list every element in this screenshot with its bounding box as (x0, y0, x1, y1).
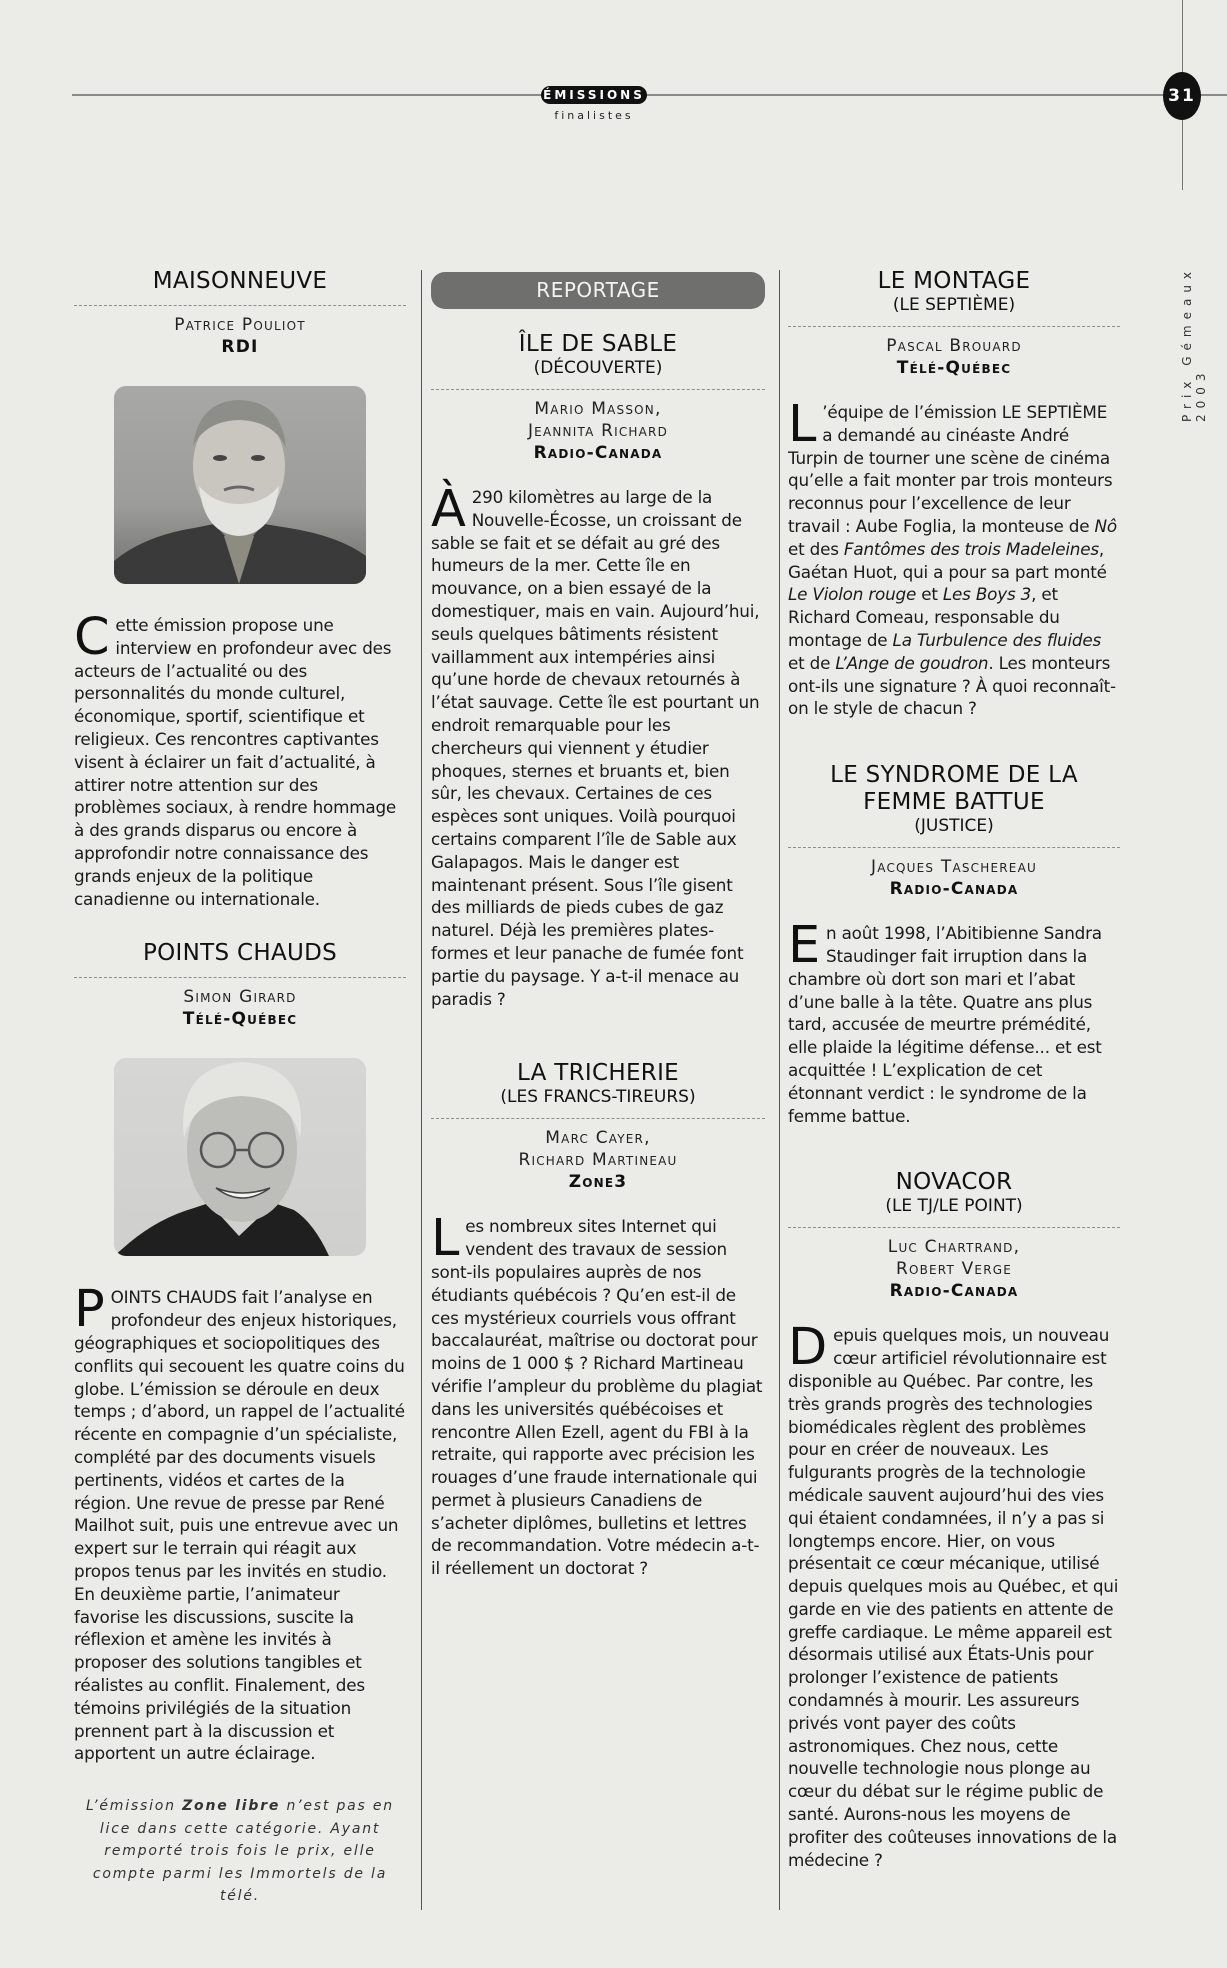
work-title: Les Boys 3 (942, 584, 1032, 605)
dashed-divider (431, 1118, 765, 1119)
work-title: L’Ange de goudron (835, 652, 989, 673)
article-body (788, 1318, 1120, 1871)
article-credit: Pascal Brouard (886, 336, 1022, 356)
portrait-man-glasses-icon (114, 1058, 366, 1256)
portrait-bearded-man-icon (114, 386, 366, 584)
article-body (788, 395, 1120, 720)
article-subtitle: (LES FRANCS-TIREURS) (500, 1087, 696, 1108)
column-3 (788, 268, 1120, 1901)
article-network: Télé-Québec (896, 358, 1012, 378)
column-divider (779, 270, 780, 1910)
article-body (74, 608, 406, 910)
article-title: LA TRICHERIE (517, 1060, 679, 1087)
drop-cap: E (788, 916, 821, 976)
article-title: LE MONTAGE (877, 268, 1031, 294)
article-credit: Luc Chartrand, (887, 1237, 1021, 1258)
article-credit: Robert Verge (895, 1259, 1013, 1280)
note-show-name: Zone libre (182, 1798, 281, 1815)
article-credit: Marc Cayer, (545, 1128, 651, 1149)
article-body (431, 1209, 765, 1580)
article-text: epuis quelques mois, un nouveau cœur artificiel révolutionnaire est disponible au Québec. Par contre, les très grands progrès des technologies biomédicales règlent des problèmes pour en créer de nouveaux. Les fulgurants progrès de la technologie médicale sauvent aujourd’hui des vies qui étaient condamnées, il n’y a pas si longtemps encore. Hier, on vous présentait ce cœur mécanique, utilisé depuis quelques mois au Québec, et qui garde en vie des patients en attente de greffe cardiaque. Le même appareil est désormais utilisé aux États-Unis pour prolonger l’existence de patients condamnés à mourir. Les assureurs privés vont payer des coûts astronomiques. Chez nous, cette nouvelle technologie nous plonge au cœur du débat sur le régime public de santé. Aurons-nous les moyens de profiter des coûteuses innovations de la médecine ? (788, 1325, 1119, 1870)
article-text: ette émission propose une interview en profondeur avec des acteurs de l’actualité ou des personnalités du monde culturel, économique, sportif, scientifique et religieux. Ces rencontres captivantes visent à éclairer un fait d’actualité, à attirer notre attention sur des problèmes sociaux, à rendre hommage à des grands disparus ou encore à approfondir notre connaissance des grands enjeux de la politique canadienne ou internationale. (74, 615, 397, 909)
article-subtitle: (JUSTICE) (914, 816, 994, 837)
article-network: Zone3 (568, 1172, 628, 1193)
editorial-note (74, 1795, 406, 1908)
article-credit: Patrice Pouliot (174, 315, 306, 335)
article-credit: Jeannita Richard (527, 421, 669, 441)
article-title: LE SYNDROME DE LA FEMME BATTUE (830, 762, 1078, 816)
article-text-segment: et de (788, 652, 836, 673)
side-label: Prix Gémeaux 2003 (1180, 265, 1208, 422)
article-network: Radio-Canada (889, 1281, 1019, 1302)
article-text-segment: , et Richard Comeau, responsable du montage de (788, 584, 1060, 650)
section-label: ÉMISSIONS (541, 86, 647, 104)
article-text: 290 kilomètres au large de la Nouvelle-Écosse, un croissant de sable se fait et se défait au gré des humeurs de la mer. Cette île en mouvance, on a bien essayé de la domestiquer, mais en vain. Aujourd’hui, seuls quelques bâtiments résistent vaillamment aux intempéries ainsi qu’une horde de chevaux retournés à l’état sauvage. Cette île est pourtant un endroit remarquable pour les chercheurs qui viennent y étudier phoques, sternes et bruants et, bien sûr, les chevaux. Certaines de ces espèces sont uniques. Voilà pourquoi certains comparent l’île de Sable aux Galapagos. Mais le danger est maintenant présent. Sous l’île gisent des milliards de pieds cubes de gaz naturel. Déjà les premières plates-formes et leur panache de fumée font partie du paysage. Y a-t-il menace au paradis ? (431, 487, 760, 1009)
article-text-segment: . Les monteurs ont-ils une signature ? À quoi reconnaît-on le style de chacun ? (788, 652, 1116, 719)
drop-cap: D (788, 1318, 828, 1378)
article-text-segment: ’équipe de l’émission LE SEPTIÈME a demandé au cinéaste André Turpin de tourner une scène de cinéma qu’elle a fait monter par trois monteurs reconnus pour l’excellence de leur travail : Aube Foglia, la monteuse de (788, 402, 1113, 536)
article-subtitle: (LE SEPTIÈME) (892, 295, 1016, 315)
column-2 (431, 268, 765, 1610)
article-body (74, 1280, 406, 1765)
article-title: NOVACOR (895, 1169, 1013, 1196)
article-text: OINTS CHAUDS fait l’analyse en profondeur des enjeux historiques, géographiques et sociopolitiques des conflits qui secouent les quatre coins du globe. L’émission se déroule en deux temps ; d’abord, un rappel de l’actualité récente en compagnie d’un spécialiste, complété par des documents visuels pertinents, vidéos et cartes de la région. Une revue de presse par René Mailhot suit, puis une entrevue avec un expert sur le terrain qui réagit aux propos tenus par les invités en studio. En deuxième partie, l’animateur favorise les discussions, suscite la réflexion et amène les invités à proposer des solutions tangibles et réalistes au conflit. Finalement, des témoins privilégiés de la situation prennent part à la discussion et apportent un autre éclairage. (74, 1287, 405, 1764)
article-text (788, 395, 1117, 719)
portrait-photo (114, 386, 366, 584)
category-label: REPORTAGE (431, 272, 765, 309)
article-network: Télé-Québec (182, 1009, 298, 1030)
article-le-montage (788, 268, 1120, 720)
article-la-tricherie (431, 1060, 765, 1580)
note-text: n’est pas en lice dans cette catégorie. Ayant remporté trois fois le prix, elle compte parmi les Immortels de la télé. (92, 1798, 394, 1905)
section-sublabel: finalistes (554, 109, 634, 122)
article-title: ÎLE DE SABLE (518, 331, 678, 357)
work-title: Nô (1094, 515, 1117, 536)
article-points-chauds (74, 940, 406, 1765)
dashed-divider (788, 847, 1120, 848)
dashed-divider (74, 305, 406, 306)
note-text: L’émission (86, 1798, 183, 1815)
dashed-divider (788, 326, 1120, 327)
article-credit: Richard Martineau (518, 1150, 678, 1171)
page-number: 31 (1163, 72, 1201, 120)
article-network: RDI (221, 337, 259, 357)
article-text: es nombreux sites Internet qui vendent des travaux de session sont-ils populaires auprès de nos étudiants québécois ? Qu’en est-il de ces mystérieux courriels vous offrant baccalauréat, maîtrise ou doctorat pour moins de 1 000 $ ? Richard Martineau vérifie l’ampleur du problème du plagiat dans les universités québécoises et rencontre Allen Ezell, agent du FBI à la retraite, qui rapporte avec précision les rouages d’une fraude internationale qui permet à plusieurs Canadiens de s’acheter diplômes, bulletins et lettres de recommandation. Votre médecin a-t-il réellement un doctorat ? (431, 1216, 763, 1579)
drop-cap: L (788, 395, 817, 454)
dashed-divider (788, 1227, 1120, 1228)
work-title: La Turbulence des fluides (892, 629, 1102, 650)
header-rule-right (1200, 94, 1227, 96)
work-title: Le Violon rouge (788, 584, 917, 605)
article-text-segment: et (916, 584, 943, 605)
article-maisonneuve (74, 268, 406, 910)
article-syndrome-femme-battue (788, 762, 1120, 1127)
article-text: n août 1998, l’Abitibienne Sandra Staudinger fait irruption dans la chambre où dort son mari et l’abat d’une balle à la tête. Quatre ans plus tard, accusée de meurtre prémédité, elle plaide la légitime défense... et est acquittée ! L’explication de cet étonnant verdict : le syndrome de la femme battue. (788, 923, 1102, 1126)
article-ile-de-sable (431, 331, 765, 1010)
article-text-segment: , Gaétan Huot, qui a pour sa part monté (788, 538, 1107, 582)
article-credit: Simon Girard (183, 987, 297, 1008)
drop-cap: C (74, 608, 110, 667)
article-subtitle: (DÉCOUVERTE) (533, 358, 663, 378)
drop-cap: P (74, 1280, 105, 1340)
drop-cap: L (431, 1209, 460, 1269)
portrait-photo (114, 1058, 366, 1256)
article-subtitle: (LE TJ/LE POINT) (885, 1196, 1023, 1217)
article-text-segment: et des (788, 538, 844, 559)
dashed-divider (431, 389, 765, 390)
column-1 (74, 268, 406, 1908)
article-credit: Jacques Taschereau (871, 857, 1037, 878)
work-title: Fantômes des trois Madeleines (843, 538, 1099, 559)
article-body (431, 480, 765, 1010)
drop-cap: À (431, 480, 466, 539)
article-credit: Mario Masson, (534, 399, 662, 419)
article-novacor (788, 1169, 1120, 1871)
article-body (788, 916, 1120, 1127)
column-divider (421, 270, 422, 1910)
dashed-divider (74, 977, 406, 978)
article-network: Radio-Canada (889, 879, 1019, 900)
article-network: Radio-Canada (533, 443, 663, 463)
article-title: MAISONNEUVE (152, 268, 328, 294)
article-title: POINTS CHAUDS (142, 940, 338, 967)
